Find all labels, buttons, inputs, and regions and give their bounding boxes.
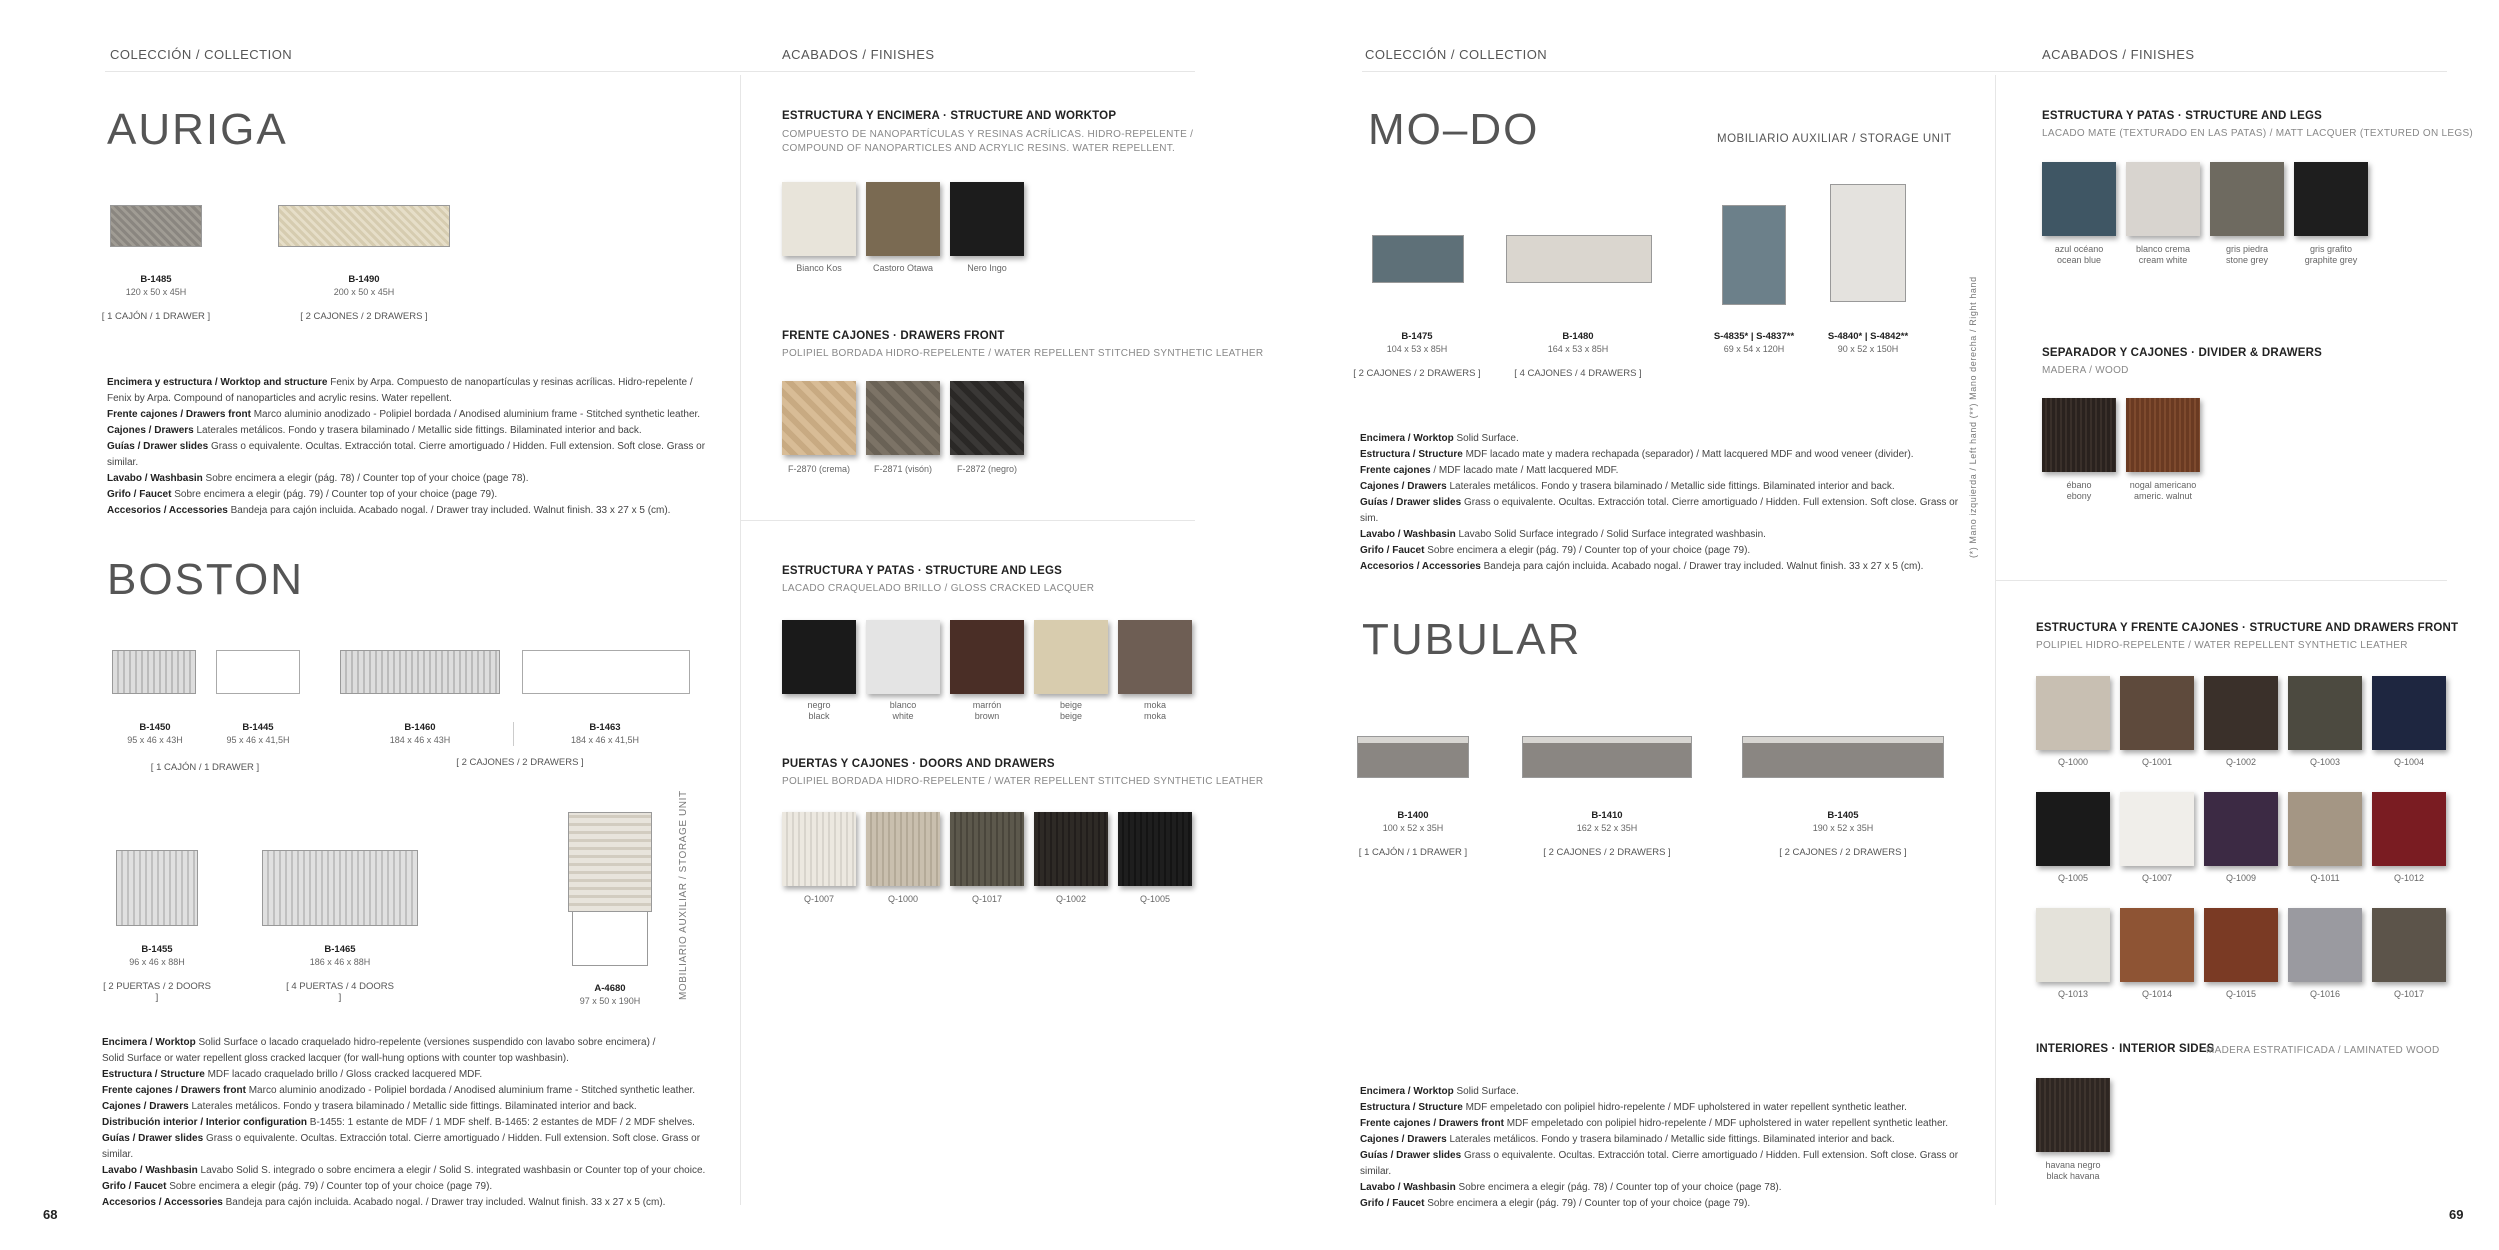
swatch-label: gris piedra stone grey bbox=[2225, 244, 2269, 265]
swatch-label: Q-1011 bbox=[2310, 873, 2340, 883]
product-drawers: [ 4 PUERTAS / 4 DOORS ] bbox=[286, 981, 394, 1003]
swatch bbox=[950, 381, 1024, 455]
left-collection-header: COLECCIÓN / COLLECTION bbox=[110, 47, 293, 62]
product-code: B-1450 bbox=[139, 722, 171, 733]
modo-s4840-image bbox=[1830, 184, 1906, 302]
boston-product-b1450 bbox=[100, 722, 210, 745]
swatch-label: Q-1009 bbox=[2225, 873, 2257, 883]
modo-product-s4835 bbox=[1694, 331, 1814, 354]
product-drawers: [ 2 CAJONES / 2 DRAWERS ] bbox=[1779, 847, 1907, 858]
swatch-label: gris grafito graphite grey bbox=[2304, 244, 2358, 265]
mid-rule-right bbox=[1995, 580, 2447, 581]
modo-fin-s1-sub: LACADO MATE (TEXTURADO EN LAS PATAS) / MATT LACQUER (TEXTURED ON LEGS) bbox=[2042, 128, 2474, 139]
swatch bbox=[2288, 676, 2362, 750]
boston-description: Encimera / Worktop Solid Surface o lacado craquelado hidro-repelente (versiones suspendido con lavabo sobre encimera) / Solid Surface or water repellent gloss cracked lacquer (for wall-hung options with counter top washbasin). Estructura / Structure MDF lacado craquelado brillo / Gloss cracked lacquered MDF. Frente cajones / Drawers front Marco aluminio anodizado - Polipiel bordada / Anodised aluminium frame - Stitched synthetic leather. Cajones / Drawers Laterales metálicos. Fondo y trasera bilaminado / Metallic side fittings. Bilaminated interior and back. Distribución interior / Interior configuration B-1455: 1 estante de MDF / 1 MDF shelf. B-1465: 2 estantes de MDF / 2 MDF shelves. Guías / Drawer slides Grass o equivalente. Ocultas. Extracción total. Cierre amortiguado / Hidden. Full extension. Soft close. Grass or similar. Lavabo / Washbasin Lavabo Solid S. integrado o sobre encimera a elegir / Solid S. integrated washbasin or Counter top of your choice. Grifo / Faucet Sobre encimera a elegir (pág. 79) / Counter top of your choice (page 79). Accesorios / Accessories Bandeja para cajón incluida. Acabado nogal. / Drawer tray included. Walnut finish. 33 x 27 x 5 (cm). bbox=[102, 1037, 706, 1208]
tubular-b1405-image bbox=[1742, 736, 1944, 778]
modo-fin-s2-title: SEPARADOR Y CAJONES · DIVIDER & DRAWERS bbox=[2042, 347, 2323, 359]
swatch-label: blanco crema cream white bbox=[2135, 244, 2191, 265]
product-drawers: [ 1 CAJÓN / 1 DRAWER ] bbox=[101, 311, 211, 322]
swatch-label: moka moka bbox=[1143, 700, 1166, 721]
swatch-label: marrón brown bbox=[972, 700, 1002, 721]
auriga-b1490-image bbox=[278, 205, 450, 247]
swatch-label: azul océano ocean blue bbox=[2054, 244, 2104, 265]
product-code: B-1400 bbox=[1397, 810, 1429, 821]
swatch bbox=[2120, 676, 2194, 750]
swatch-label: Q-1000 bbox=[887, 894, 919, 904]
product-code: B-1490 bbox=[348, 274, 380, 285]
modo-title: MO–DO bbox=[1368, 105, 1540, 154]
boston-fin-s1-title: ESTRUCTURA Y PATAS · STRUCTURE AND LEGS bbox=[782, 565, 1062, 577]
swatch-label: Q-1002 bbox=[1055, 894, 1087, 904]
boston-a4680-image bbox=[568, 812, 652, 912]
product-dims: 164 x 53 x 85H bbox=[1547, 344, 1609, 354]
product-code: S-4835* | S-4837** bbox=[1713, 331, 1795, 342]
swatch-label: F-2871 (visón) bbox=[873, 464, 933, 474]
modo-description: Encimera / Worktop Solid Surface. Estructura / Structure MDF lacado mate y madera rechapada (separador) / Matt lacquered MDF and wood veneer (divider). Frente cajones / MDF lacado mate / Matt lacquered MDF. Cajones / Drawers Laterales metálicos. Fondo y trasera bilaminado / Metallic side fittings. Bilaminated interior and back. Guías / Drawer slides Grass o equivalente. Ocultas. Extracción total. Cierre amortiguado / Hidden. Full extension. Soft close. Grass or sim. Lavabo / Washbasin Lavabo Solid Surface integrado / Solid Surface integrated washbasin. Grifo / Faucet Sobre encimera a elegir (pág. 79) / Counter top of your choice (page 79). Accesorios / Accessories Bandeja para cajón incluida. Acabado nogal. / Drawer tray included. Walnut finish. 33 x 27 x 5 (cm). bbox=[1360, 433, 1959, 572]
swatch-label: beige beige bbox=[1059, 700, 1083, 721]
swatch bbox=[2120, 792, 2194, 866]
swatch bbox=[2288, 792, 2362, 866]
product-dims: 190 x 52 x 35H bbox=[1812, 823, 1874, 833]
swatch-label: havana negro black havana bbox=[2045, 1160, 2101, 1181]
product-code: B-1460 bbox=[404, 722, 436, 733]
swatch bbox=[2372, 908, 2446, 982]
swatch bbox=[2372, 676, 2446, 750]
swatch bbox=[1034, 620, 1108, 694]
product-code: B-1480 bbox=[1562, 331, 1594, 342]
swatch-label: Castoro Otawa bbox=[872, 263, 934, 273]
divider-left bbox=[740, 75, 741, 1205]
swatch-label: Nero Ingo bbox=[967, 263, 1007, 273]
boston-b1455-image bbox=[116, 850, 198, 926]
auriga-b1485-image bbox=[110, 205, 202, 247]
boston-b1465-image bbox=[262, 850, 418, 926]
boston-fin-s1-sub: LACADO CRAQUELADO BRILLO / GLOSS CRACKED LACQUER bbox=[782, 583, 1095, 594]
swatch bbox=[2036, 676, 2110, 750]
product-drawers: [ 1 CAJÓN / 1 DRAWER ] bbox=[1358, 847, 1468, 858]
swatch bbox=[2204, 908, 2278, 982]
product-dims: 95 x 46 x 41,5H bbox=[226, 735, 290, 745]
swatch-label: Q-1014 bbox=[2141, 989, 2173, 999]
boston-drawers-a: [ 1 CAJÓN / 1 DRAWER ] bbox=[150, 762, 260, 773]
top-rule-left bbox=[105, 71, 1195, 72]
product-code: B-1485 bbox=[140, 274, 172, 285]
swatch bbox=[2294, 162, 2368, 236]
modo-b1475-image bbox=[1372, 235, 1464, 283]
product-code: B-1463 bbox=[589, 722, 621, 733]
swatch bbox=[2036, 792, 2110, 866]
auriga-product-b1490 bbox=[294, 274, 434, 322]
auriga-title: AURIGA bbox=[107, 105, 288, 154]
product-dims: 100 x 52 x 35H bbox=[1382, 823, 1444, 833]
swatch-label: blanco white bbox=[889, 700, 917, 721]
swatch bbox=[782, 620, 856, 694]
auriga-fin-s2-title: FRENTE CAJONES · DRAWERS FRONT bbox=[782, 330, 1005, 342]
top-rule-right bbox=[1362, 71, 2447, 72]
tubular-fin-s2-title: INTERIORES · INTERIOR SIDES bbox=[2036, 1043, 2215, 1055]
tubular-fin-s2-sub: MADERA ESTRATIFICADA / LAMINATED WOOD bbox=[2206, 1045, 2440, 1056]
swatch bbox=[866, 381, 940, 455]
swatch-label: nogal americano americ. walnut bbox=[2129, 480, 2197, 501]
product-dims: 162 x 52 x 35H bbox=[1576, 823, 1638, 833]
modo-fin-s2-sub: MADERA / WOOD bbox=[2042, 365, 2129, 376]
swatch bbox=[2042, 398, 2116, 472]
product-dims: 184 x 46 x 41,5H bbox=[570, 735, 640, 745]
swatch bbox=[2372, 792, 2446, 866]
swatch bbox=[2126, 398, 2200, 472]
swatch bbox=[2204, 676, 2278, 750]
boston-b1445-image bbox=[216, 650, 300, 694]
swatch bbox=[1118, 620, 1192, 694]
modo-product-b1475 bbox=[1362, 331, 1472, 354]
auriga-fin-s2-sub: POLIPIEL BORDADA HIDRO-REPELENTE / WATER REPELLENT STITCHED SYNTHETIC LEATHER bbox=[782, 348, 1264, 359]
product-dims: 90 x 52 x 150H bbox=[1837, 344, 1899, 354]
swatch bbox=[866, 182, 940, 256]
modo-fin-s1-title: ESTRUCTURA Y PATAS · STRUCTURE AND LEGS bbox=[2042, 110, 2322, 122]
swatch bbox=[866, 620, 940, 694]
product-code: B-1455 bbox=[141, 944, 173, 955]
swatch bbox=[2126, 162, 2200, 236]
boston-b1463-image bbox=[522, 650, 690, 694]
swatch bbox=[950, 620, 1024, 694]
product-dims: 200 x 50 x 45H bbox=[333, 287, 395, 297]
swatch bbox=[950, 812, 1024, 886]
boston-divider bbox=[513, 722, 514, 746]
divider-right bbox=[1995, 75, 1996, 1205]
swatch-label: Q-1017 bbox=[2393, 989, 2425, 999]
product-dims: 69 x 54 x 120H bbox=[1723, 344, 1785, 354]
auriga-description: Encimera y estructura / Worktop and structure Fenix by Arpa. Compuesto de nanopartículas y resinas acrílicas. Hidro-repelente / Fenix by Arpa. Compound of nanoparticles and acrylic resins. Water repellent. Frente cajones / Drawers front Marco aluminio anodizado - Polipiel bordada / Anodised aluminium frame - Stitched synthetic leather. Cajones / Drawers Laterales metálicos. Fondo y trasera bilaminado / Metallic side fittings. Bilaminated interior and back. Guías / Drawer slides Grass o equivalente. Ocultas. Extracción total. Cierre amortiguado / Hidden. Full extension. Soft close. Grass or similar. Lavabo / Washbasin Sobre encimera a elegir (pág. 78) / Counter top of your choice (page 78). Grifo / Faucet Sobre encimera a elegir (pág. 79) / Counter top of your choice (page 79). Accesorios / Accessories Bandeja para cajón incluida. Acabado nogal. / Drawer tray included. Walnut finish. 33 x 27 x 5 (cm). bbox=[107, 377, 706, 516]
product-code: B-1465 bbox=[324, 944, 356, 955]
boston-a4680-legs bbox=[572, 912, 648, 966]
swatch-label: negro black bbox=[807, 700, 831, 721]
swatch-label: Q-1002 bbox=[2225, 757, 2257, 767]
boston-fin-s2-title: PUERTAS Y CAJONES · DOORS AND DRAWERS bbox=[782, 758, 1055, 770]
product-code: B-1475 bbox=[1401, 331, 1433, 342]
boston-drawers-b: [ 2 CAJONES / 2 DRAWERS ] bbox=[456, 757, 584, 768]
swatch-label: Q-1007 bbox=[803, 894, 835, 904]
product-dims: 95 x 46 x 43H bbox=[127, 735, 183, 745]
right-finishes-header: ACABADOS / FINISHES bbox=[2042, 47, 2195, 62]
boston-product-b1445 bbox=[203, 722, 313, 745]
product-code: B-1405 bbox=[1827, 810, 1859, 821]
modo-b1480-image bbox=[1506, 235, 1652, 283]
product-dims: 186 x 46 x 88H bbox=[309, 957, 371, 967]
tubular-product-b1405 bbox=[1773, 810, 1913, 858]
tubular-description: Encimera / Worktop Solid Surface. Estructura / Structure MDF empeletado con polipiel hidro-repelente / MDF upholstered in water repellent synthetic leather. Frente cajones / Drawers front MDF empeletado con polipiel hidro-repelente / MDF upholstered in water repellent synthetic leather. Cajones / Drawers Laterales metálicos. Fondo y trasera bilaminado / Metallic side fittings. Bilaminated interior and back. Guías / Drawer slides Grass o equivalente. Ocultas. Extracción total. Cierre amortiguado / Hidden. Full extension. Soft close. Grass or similar. Lavabo / Washbasin Sobre encimera a elegir (pág. 78) / Counter top of your choice (page 78). Grifo / Faucet Sobre encimera a elegir (pág. 79) / Counter top of your choice (page 79). bbox=[1360, 1086, 1959, 1209]
modo-hand-note: (*) Mano izquierda / Left hand (**) Mano derecha / Right hand bbox=[1968, 276, 1978, 558]
swatch bbox=[782, 182, 856, 256]
swatch-label: Q-1001 bbox=[2141, 757, 2173, 767]
swatch bbox=[2204, 792, 2278, 866]
product-code: B-1410 bbox=[1591, 810, 1623, 821]
boston-product-b1460 bbox=[365, 722, 475, 745]
swatch bbox=[2210, 162, 2284, 236]
boston-b1460-image bbox=[340, 650, 500, 694]
swatch bbox=[782, 812, 856, 886]
product-code: S-4840* | S-4842** bbox=[1827, 331, 1909, 342]
tubular-b1400-image bbox=[1357, 736, 1469, 778]
swatch bbox=[1034, 812, 1108, 886]
modo-product-s4840 bbox=[1808, 331, 1928, 354]
swatch-label: ébano ebony bbox=[2066, 480, 2092, 501]
boston-b1450-image bbox=[112, 650, 196, 694]
swatch-label: Q-1005 bbox=[2057, 873, 2089, 883]
swatch bbox=[2036, 908, 2110, 982]
boston-storage-label: MOBILIARIO AUXILIAR / STORAGE UNIT bbox=[678, 790, 689, 1000]
swatch-label: Q-1003 bbox=[2309, 757, 2341, 767]
boston-title: BOSTON bbox=[107, 555, 305, 604]
swatch-label: F-2870 (crema) bbox=[787, 464, 850, 474]
product-drawers: [ 2 PUERTAS / 2 DOORS ] bbox=[103, 981, 211, 1003]
auriga-fin-s1-sub1: COMPUESTO DE NANOPARTÍCULAS Y RESINAS ACRÍLICAS. HIDRO-REPELENTE / bbox=[782, 129, 1194, 140]
tubular-fin-s1-sub: POLIPIEL HIDRO-REPELENTE / WATER REPELLENT SYNTHETIC LEATHER bbox=[2036, 640, 2408, 651]
auriga-fin-s1-sub2: COMPOUND OF NANOPARTICLES AND ACRYLIC RESINS. WATER REPELLENT. bbox=[782, 143, 1176, 154]
tubular-title: TUBULAR bbox=[1362, 615, 1582, 664]
swatch bbox=[2042, 162, 2116, 236]
boston-fin-s2-sub: POLIPIEL BORDADA HIDRO-REPELENTE / WATER REPELLENT STITCHED SYNTHETIC LEATHER bbox=[782, 776, 1264, 787]
boston-product-b1455 bbox=[102, 944, 212, 1003]
swatch-label: Q-1016 bbox=[2309, 989, 2341, 999]
swatch-label: Q-1015 bbox=[2225, 989, 2257, 999]
swatch-label: Q-1005 bbox=[1139, 894, 1171, 904]
auriga-product-b1485 bbox=[96, 274, 216, 322]
swatch-label: F-2872 (negro) bbox=[956, 464, 1018, 474]
product-code: A-4680 bbox=[594, 983, 626, 994]
tubular-product-b1410 bbox=[1537, 810, 1677, 858]
tubular-product-b1400 bbox=[1358, 810, 1468, 858]
right-collection-header: COLECCIÓN / COLLECTION bbox=[1365, 47, 1548, 62]
product-drawers: [ 2 CAJONES / 2 DRAWERS ] bbox=[300, 311, 428, 322]
swatch bbox=[2288, 908, 2362, 982]
tubular-b1410-image bbox=[1522, 736, 1692, 778]
swatch-label: Q-1017 bbox=[971, 894, 1003, 904]
product-dims: 96 x 46 x 88H bbox=[129, 957, 185, 967]
swatch bbox=[782, 381, 856, 455]
page-number-left: 68 bbox=[43, 1207, 58, 1222]
mid-rule-left bbox=[740, 520, 1195, 521]
boston-product-a4680 bbox=[555, 983, 665, 1006]
auriga-fin-s1-title: ESTRUCTURA Y ENCIMERA · STRUCTURE AND WORKTOP bbox=[782, 110, 1117, 122]
modo-subtitle: MOBILIARIO AUXILIAR / STORAGE UNIT bbox=[1717, 133, 1952, 145]
product-dims: 184 x 46 x 43H bbox=[389, 735, 451, 745]
product-code: B-1445 bbox=[242, 722, 274, 733]
swatch bbox=[1118, 812, 1192, 886]
swatch-label: Q-1012 bbox=[2393, 873, 2425, 883]
modo-drawers-a: [ 2 CAJONES / 2 DRAWERS ] bbox=[1353, 368, 1481, 379]
page-number-right: 69 bbox=[2449, 1207, 2464, 1222]
swatch bbox=[950, 182, 1024, 256]
modo-s4835-image bbox=[1722, 205, 1786, 305]
swatch-label: Bianco Kos bbox=[796, 263, 842, 273]
swatch-label: Q-1007 bbox=[2141, 873, 2173, 883]
swatch-label: Q-1000 bbox=[2057, 757, 2089, 767]
swatch-label: Q-1004 bbox=[2393, 757, 2425, 767]
boston-product-b1465 bbox=[285, 944, 395, 1003]
product-dims: 97 x 50 x 190H bbox=[579, 996, 641, 1006]
left-finishes-header: ACABADOS / FINISHES bbox=[782, 47, 935, 62]
modo-product-b1480 bbox=[1523, 331, 1633, 354]
swatch bbox=[866, 812, 940, 886]
product-drawers: [ 2 CAJONES / 2 DRAWERS ] bbox=[1543, 847, 1671, 858]
product-dims: 120 x 50 x 45H bbox=[125, 287, 187, 297]
modo-drawers-b: [ 4 CAJONES / 4 DRAWERS ] bbox=[1514, 368, 1642, 379]
swatch-label: Q-1013 bbox=[2057, 989, 2089, 999]
swatch bbox=[2036, 1078, 2110, 1152]
product-dims: 104 x 53 x 85H bbox=[1386, 344, 1448, 354]
boston-product-b1463 bbox=[550, 722, 660, 745]
swatch bbox=[2120, 908, 2194, 982]
tubular-fin-s1-title: ESTRUCTURA Y FRENTE CAJONES · STRUCTURE AND DRAWERS FRONT bbox=[2036, 622, 2459, 634]
